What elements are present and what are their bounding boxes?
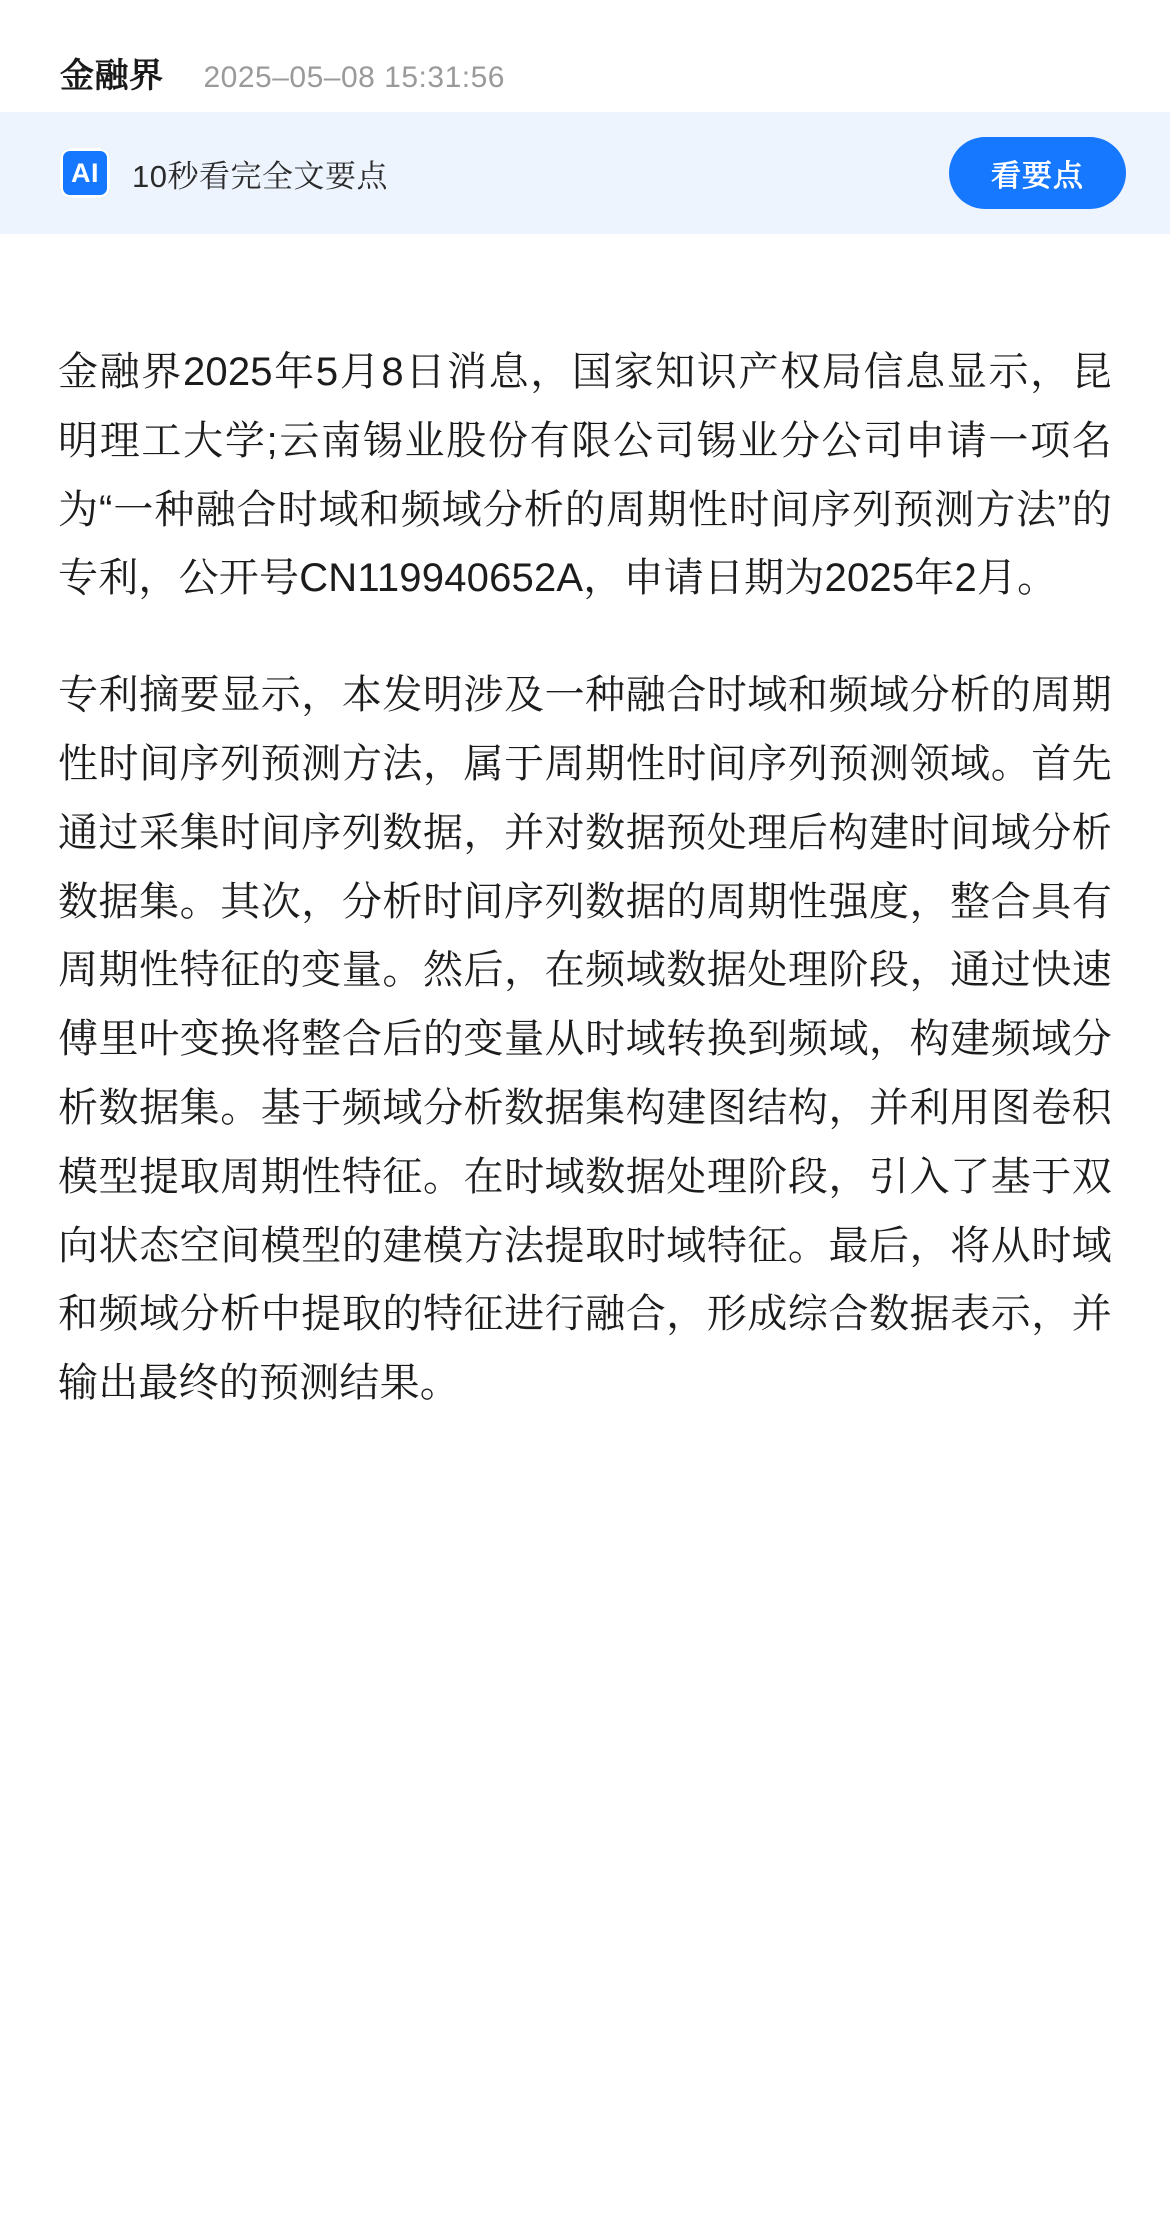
publish-timestamp: 2025–05–08 15:31:56 (203, 61, 505, 94)
article-header (0, 0, 1170, 100)
ai-summary-bar[interactable] (0, 112, 1170, 234)
ai-icon: AI (60, 148, 110, 198)
article-paragraph: 专利摘要显示，本发明涉及一种融合时域和频域分析的周期性时间序列预测方法，属于周期性时间序列预测领域。首先通过采集时间序列数据，并对数据预处理后构建时间域分析数据集。其次，分析时间序列数据的周期性强度，整合具有周期性特征的变量。然后，在频域数据处理阶段，通过快速傅里叶变换将整合后的变量从时域转换到频域，构建频域分析数据集。基于频域分析数据集构建图结构，并利用图卷积模型提取周期性特征。在时域数据处理阶段，引入了基于双向状态空间模型的建模方法提取时域特征。最后，将从时域和频域分析中提取的特征进行融合，形成综合数据表示，并输出最终的预测结果。 (58, 673, 1112, 1406)
article-body (0, 234, 1170, 1478)
article-paragraph: 金融界2025年5月8日消息，国家知识产权局信息显示，昆明理工大学;云南锡业股份有限公司锡业分公司申请一项名为“一种融合时域和频域分析的周期性时间序列预测方法”的专利，公开号CN119940652A，申请日期为2025年2月。 (58, 350, 1112, 601)
ai-summary-label: 10秒看完全文要点 (132, 158, 388, 194)
source-name: 金融界 (60, 57, 164, 95)
view-summary-button[interactable]: 看要点 (949, 137, 1126, 209)
